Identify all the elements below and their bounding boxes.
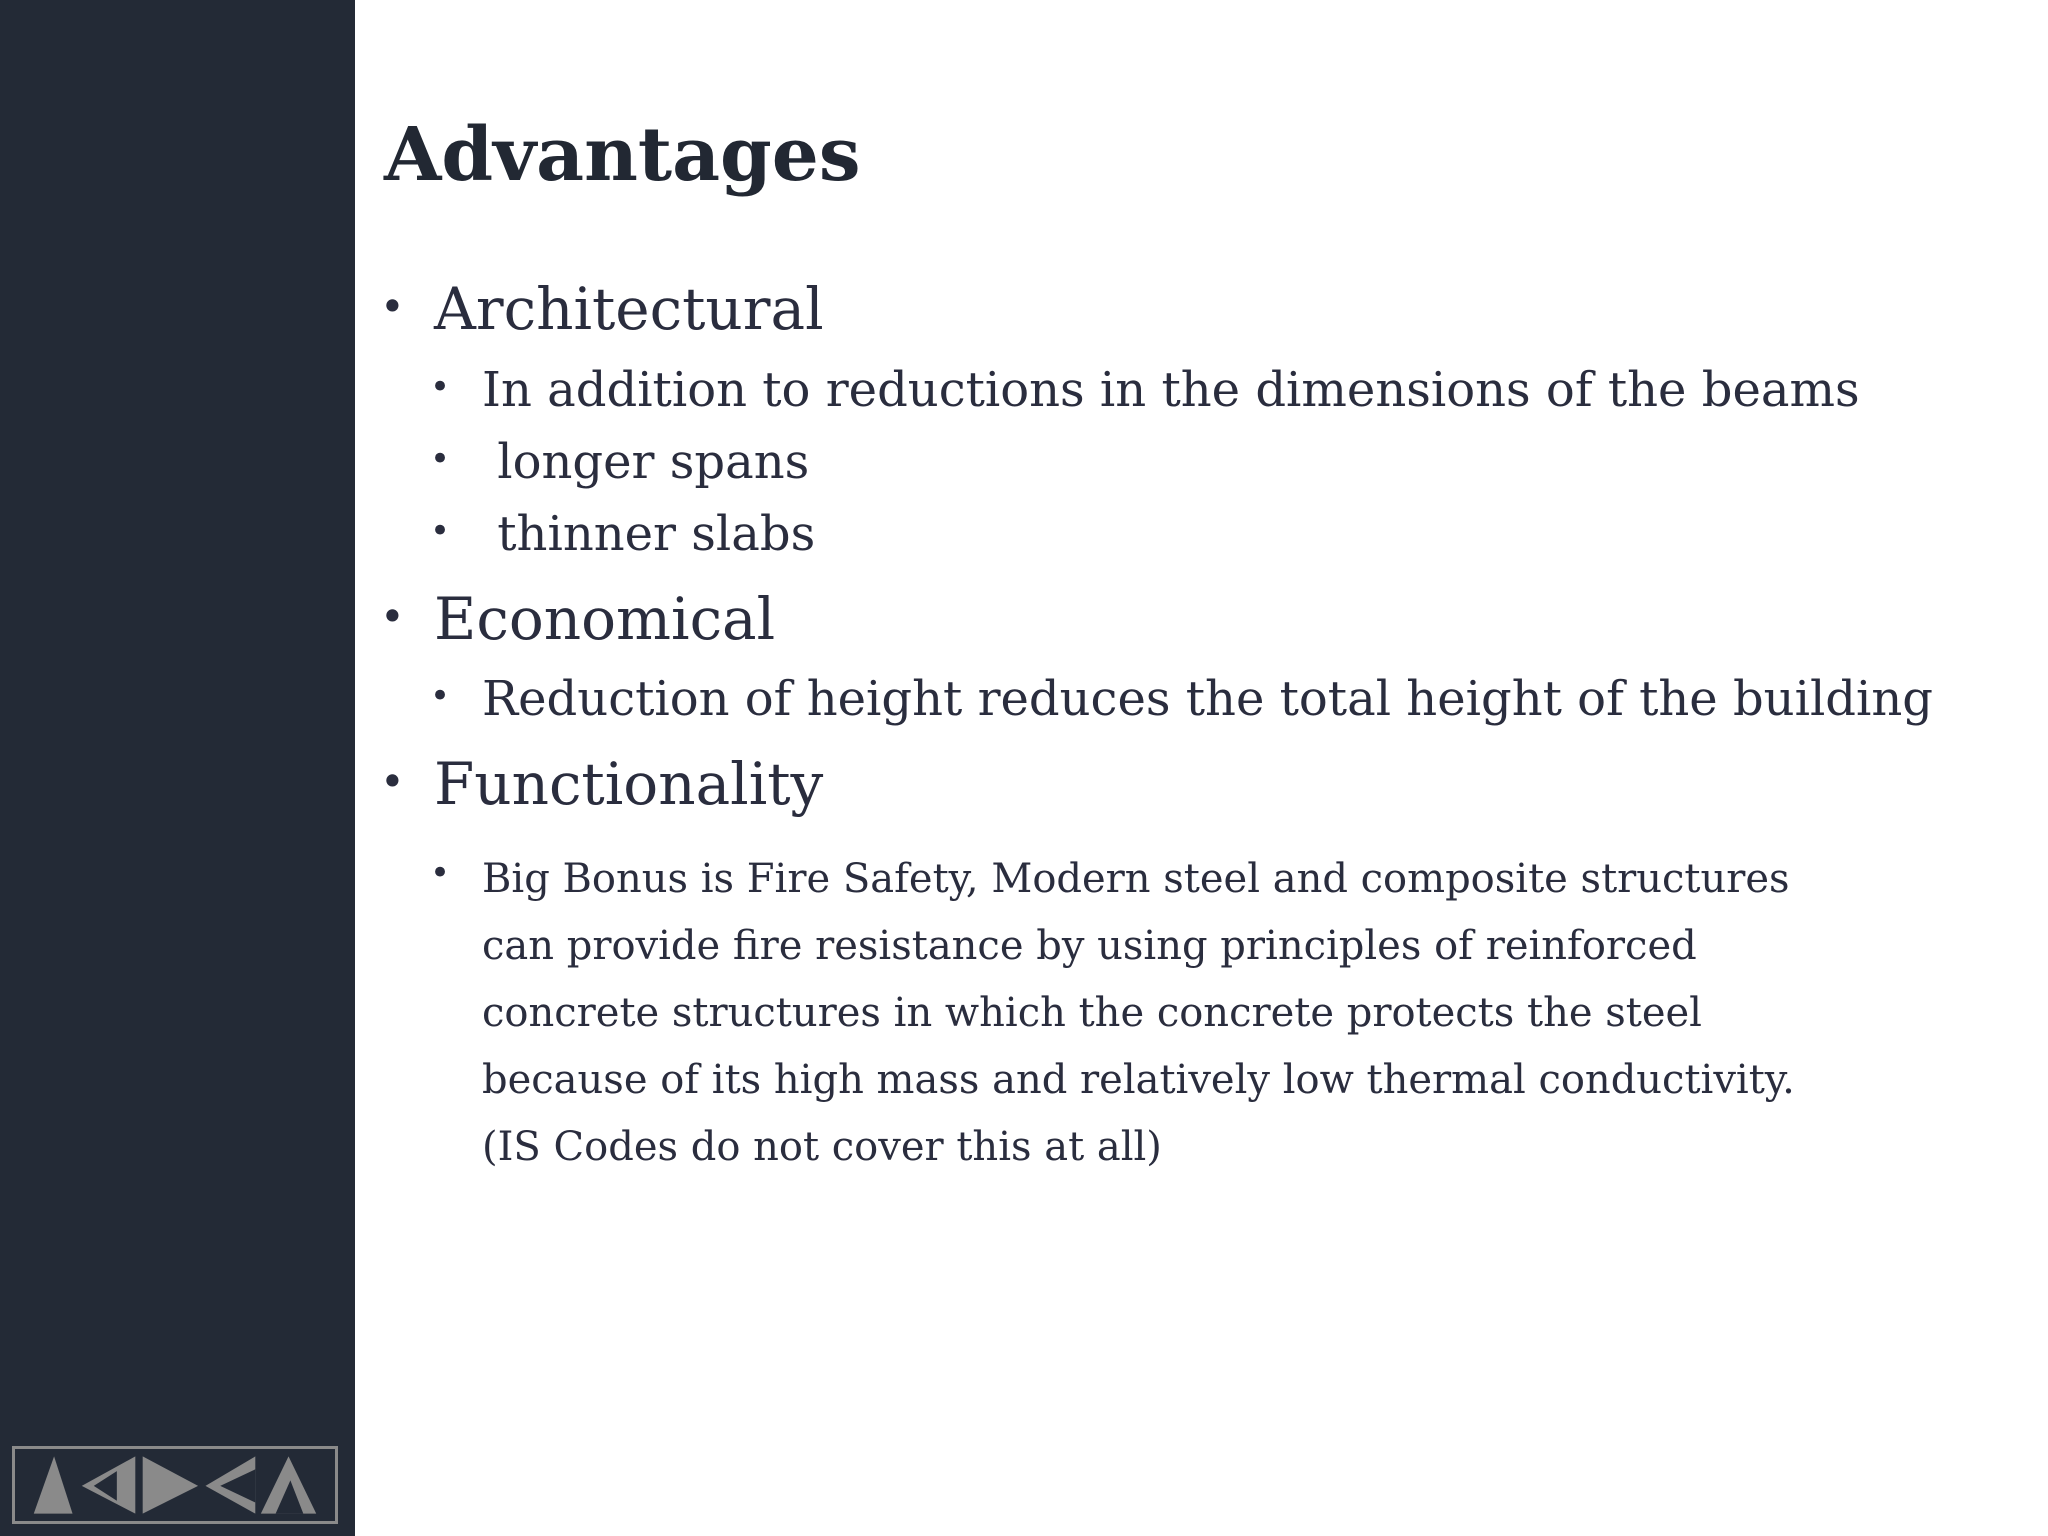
bullet-icon: • [380, 592, 405, 641]
sub-bullet [430, 362, 1860, 418]
bullet-heading-architectural [380, 275, 824, 343]
bullet-icon: • [380, 282, 405, 331]
heading-text: Architectural [434, 275, 824, 343]
bullet-icon: • [430, 439, 451, 479]
sub-bullet-text: In addition to reductions in the dimensions of the beams [482, 362, 1860, 418]
sub-bullet [430, 506, 816, 562]
sub-bullet-text: longer spans [482, 434, 810, 490]
bullet-heading-economical [380, 585, 776, 653]
bullet-heading-functionality [380, 750, 824, 818]
sidebar-panel [0, 0, 355, 1536]
bullet-icon: • [380, 757, 405, 806]
sub-bullet-paragraph [430, 846, 1842, 1181]
bullet-icon: • [430, 367, 451, 407]
heading-text: Economical [434, 585, 776, 653]
triangle-pattern-logo-icon [12, 1446, 338, 1524]
sub-bullet [430, 671, 1934, 727]
sub-bullet-text: Big Bonus is Fire Safety, Modern steel and composite structures can provide fire resistance by using principles of reinforced concrete structures in which the concrete protects the steel because of its high mass and relatively low thermal conductivity. (IS Codes do not cover this at all) [482, 856, 1795, 1170]
sub-bullet-text: Reduction of height reduces the total height of the building [482, 671, 1934, 727]
bullet-icon: • [430, 853, 451, 893]
heading-text: Functionality [434, 750, 824, 818]
bullet-icon: • [430, 676, 451, 716]
sub-bullet [430, 434, 810, 490]
slide-title: Advantages [384, 112, 861, 198]
sub-bullet-text: thinner slabs [482, 506, 816, 562]
bullet-icon: • [430, 511, 451, 551]
